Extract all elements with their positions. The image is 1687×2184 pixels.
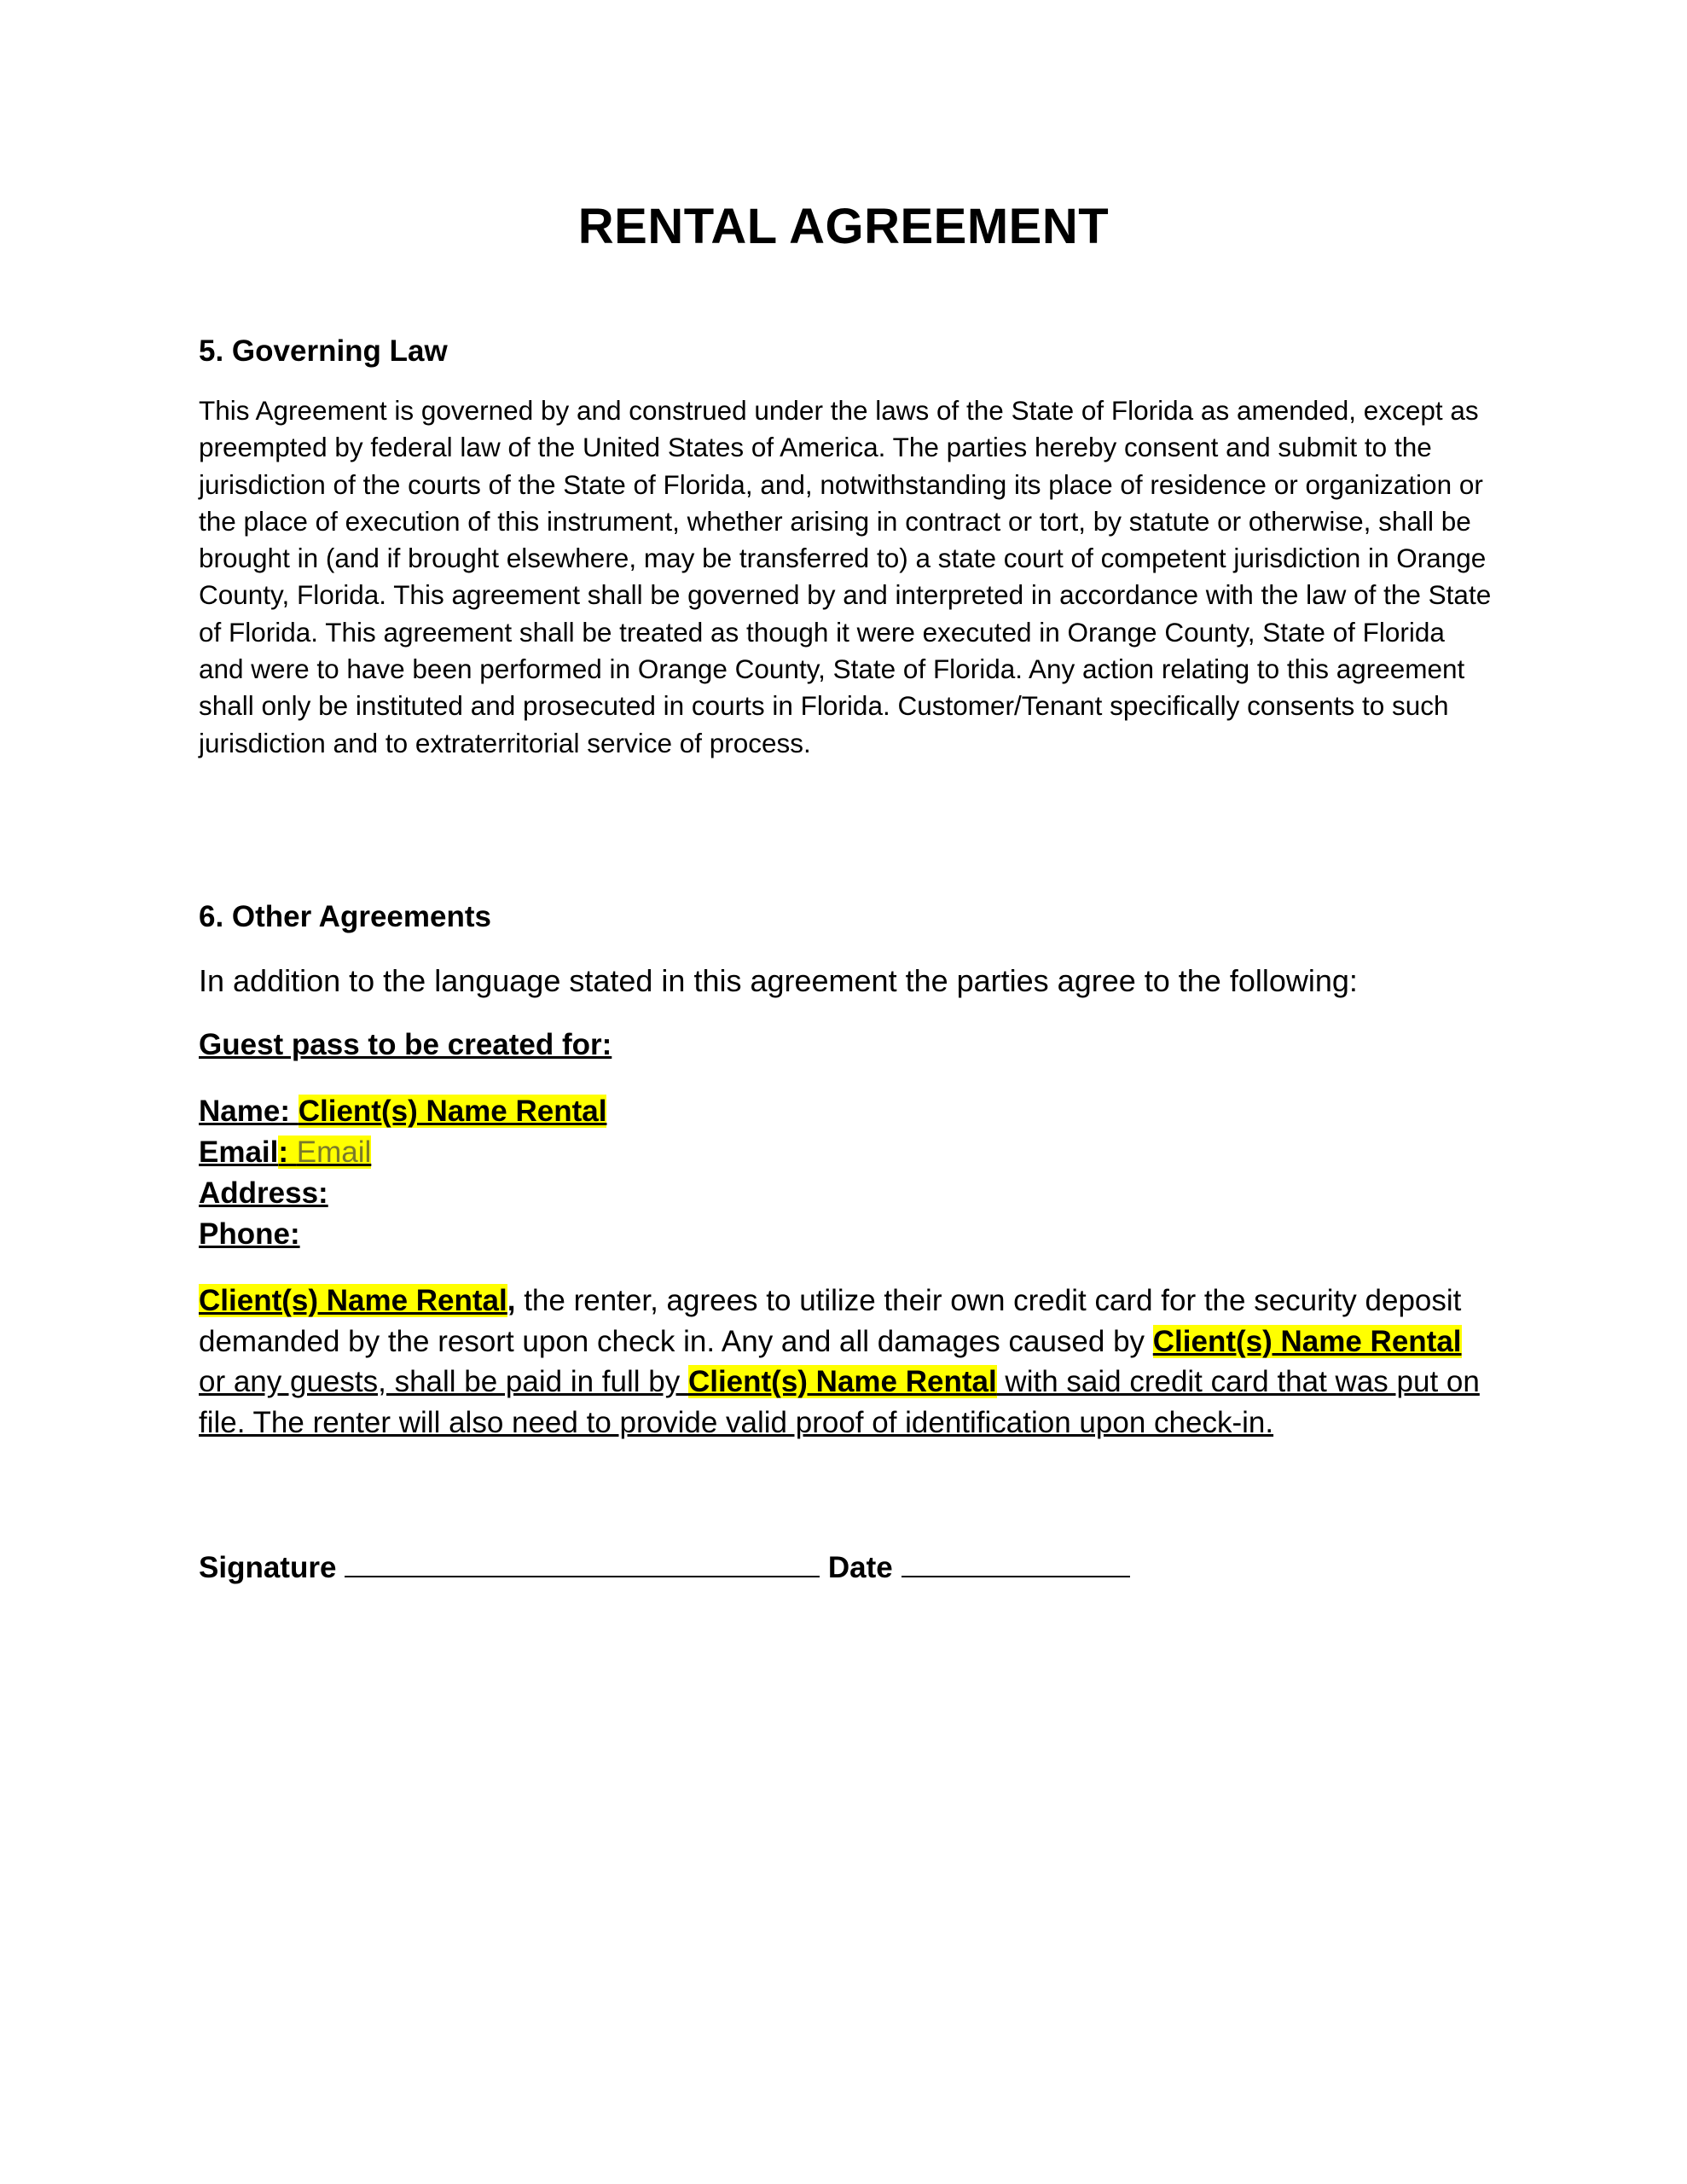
paragraph-text-3: with said credit card that was put on file. The renter will also need to provide valid proof of identification upon check-in. bbox=[199, 1365, 1480, 1439]
signature-line bbox=[199, 1551, 1495, 1585]
paragraph-text-1: the renter, agrees to utilize their own credit card for the security deposit demanded by the resort upon check in. Any and all damages caused by bbox=[199, 1284, 1462, 1358]
document-title: RENTAL AGREEMENT bbox=[577, 199, 1110, 254]
signature-blank[interactable] bbox=[345, 1552, 820, 1577]
section-6-heading: 6. Other Agreements bbox=[199, 900, 491, 933]
signature-label: Signature bbox=[199, 1551, 337, 1584]
date-blank[interactable] bbox=[901, 1552, 1130, 1577]
address-field: Address: bbox=[199, 1176, 328, 1210]
governing-law-text: This Agreement is governed by and construed under the laws of the State of Florida as amended, except as preempted by federal law of the United States of America. The parties hereby consent and submit to the jurisdiction of the courts of the State of Florida, and, notwithstanding its place of residence or organization or the place of execution of this instrument, whether arising in contract or tort, by statute or otherwise, shall be brought in (and if brought elsewhere, may be transferred to) a state court of competent jurisdiction in Orange County, Florida. This agreement shall be governed by and interpreted in accordance with the law of the State of Florida. This agreement shall be treated as though it were executed in Orange County, State of Florida and were to have been performed in Orange County, State of Florida. Any action relating to this agreement shall only be instituted and prosecuted in courts in Florida. Customer/Tenant specifically consents to such jurisdiction and to extraterritorial service of process. bbox=[199, 395, 1492, 758]
name-label: Name: bbox=[199, 1095, 290, 1128]
email-value: Email bbox=[296, 1136, 372, 1169]
email-colon: : bbox=[278, 1136, 289, 1169]
section-5-heading: 5. Governing Law bbox=[199, 334, 448, 368]
client-name-2: Client(s) Name Rental bbox=[1152, 1324, 1462, 1358]
guest-fields bbox=[199, 1091, 1495, 1255]
client-name-1: Client(s) Name Rental bbox=[199, 1284, 507, 1317]
comma: , bbox=[507, 1284, 516, 1317]
email-label: Email bbox=[199, 1136, 279, 1169]
paragraph-text-2: or any guests, shall be paid in full by bbox=[199, 1365, 688, 1398]
guest-pass-label: Guest pass to be created for: bbox=[199, 1028, 612, 1061]
name-field bbox=[199, 1091, 1495, 1132]
client-name-3: Client(s) Name Rental bbox=[687, 1365, 997, 1398]
signature-block bbox=[199, 1551, 1495, 1585]
date-label: Date bbox=[827, 1551, 893, 1584]
name-value: Client(s) Name Rental bbox=[298, 1095, 607, 1128]
section-governing-law bbox=[199, 334, 1495, 762]
email-field bbox=[199, 1132, 1495, 1173]
security-deposit-paragraph bbox=[199, 1281, 1495, 1443]
phone-field: Phone: bbox=[199, 1217, 300, 1251]
other-agreements-intro: In addition to the language stated in this agreement the parties agree to the following: bbox=[199, 963, 1358, 998]
section-other-agreements bbox=[199, 900, 1495, 1443]
